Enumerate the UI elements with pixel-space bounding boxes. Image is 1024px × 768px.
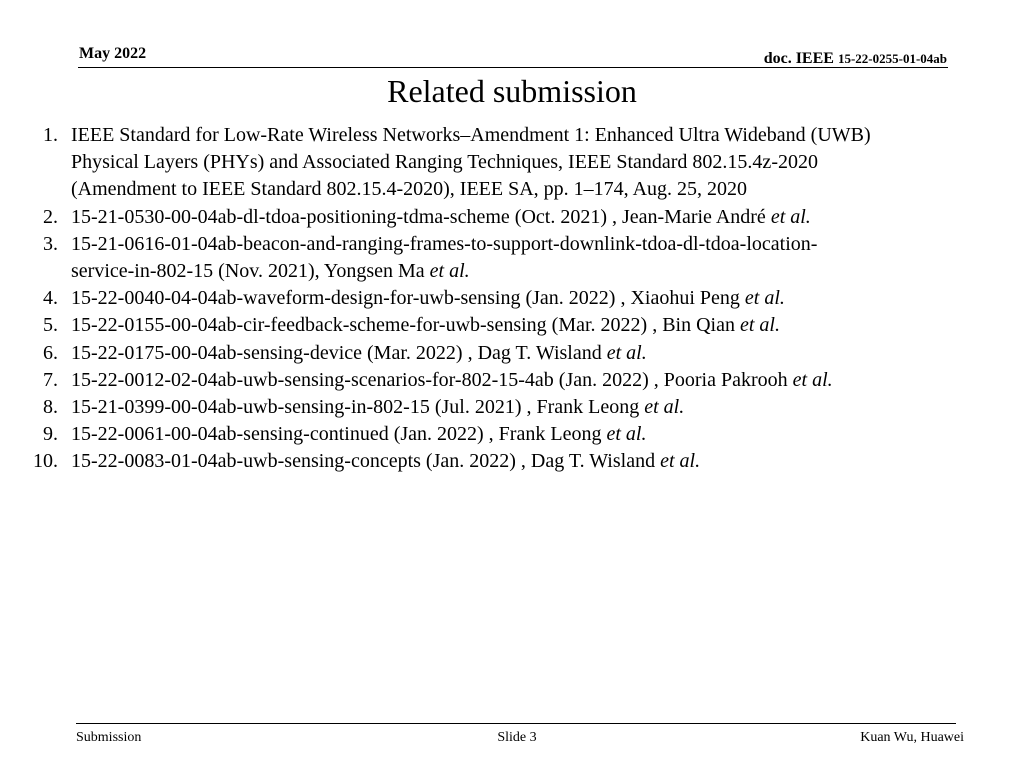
reference-number: 3. xyxy=(43,232,58,255)
reference-number: 1. xyxy=(43,124,58,146)
reference-et-al: et al. xyxy=(644,396,685,419)
footer-slide-number: Slide 3 xyxy=(497,730,537,745)
reference-number: 6. xyxy=(43,341,58,364)
header-doc-prefix: doc. IEEE xyxy=(763,50,838,67)
reference-text: 15-22-0061-00-04ab-sensing-continued (Jan. 2022) , Frank Leong xyxy=(71,423,607,446)
reference-et-al: et al. xyxy=(660,450,701,473)
footer-author: Kuan Wu, Huawei xyxy=(860,730,964,745)
reference-number: 7. xyxy=(43,368,58,391)
reference-list xyxy=(0,122,1024,476)
reference-item xyxy=(0,312,1024,339)
reference-number: 9. xyxy=(43,423,58,446)
reference-et-al: et al. xyxy=(792,368,833,391)
footer-submission: Submission xyxy=(76,730,142,745)
header-divider xyxy=(78,67,948,68)
reference-number: 8. xyxy=(43,396,58,419)
reference-item xyxy=(0,448,1024,475)
reference-item xyxy=(0,204,1024,231)
reference-et-al: et al. xyxy=(429,260,470,283)
footer-divider xyxy=(76,723,956,724)
reference-number: 4. xyxy=(43,287,58,310)
reference-text: 15-22-0040-04-04ab-waveform-design-for-uwb-sensing (Jan. 2022) , Xiaohui Peng xyxy=(71,287,745,310)
reference-item xyxy=(0,122,1024,204)
reference-item xyxy=(0,394,1024,421)
reference-number: 10. xyxy=(33,450,58,473)
reference-text: 15-22-0175-00-04ab-sensing-device (Mar. 2022) , Dag T. Wisland xyxy=(71,341,607,364)
reference-et-al: et al. xyxy=(744,287,785,310)
reference-item xyxy=(0,367,1024,394)
reference-number: 2. xyxy=(43,205,58,228)
reference-text: 15-22-0012-02-04ab-uwb-sensing-scenarios-for-802-15-4ab (Jan. 2022) , Pooria Pakrooh xyxy=(71,368,793,391)
reference-text: 15-21-0399-00-04ab-uwb-sensing-in-802-15 (Jul. 2021) , Frank Leong xyxy=(71,396,645,419)
reference-item xyxy=(0,421,1024,448)
slide-title: Related submission xyxy=(387,73,637,109)
header-doc-number: 15-22-0255-01-04ab xyxy=(837,51,947,66)
reference-item xyxy=(0,285,1024,312)
reference-et-al: et al. xyxy=(739,314,780,337)
header-date: May 2022 xyxy=(79,45,147,62)
reference-et-al: et al. xyxy=(606,341,647,364)
reference-text: 15-22-0083-01-04ab-uwb-sensing-concepts (Jan. 2022) , Dag T. Wisland xyxy=(71,450,661,473)
reference-item xyxy=(0,231,1024,285)
reference-number: 5. xyxy=(43,314,58,337)
reference-text: 15-22-0155-00-04ab-cir-feedback-scheme-for-uwb-sensing (Mar. 2022) , Bin Qian xyxy=(71,314,740,337)
reference-text: IEEE Standard for Low-Rate Wireless Networks–Amendment 1: Enhanced Ultra Wideband (UWB) Physical Layers (PHYs) and Associated Ranging Techniques, IEEE Standard 802.15.4z-2020 (Amendment to IEEE Standard 802.15.4-2020), IEEE SA, pp. 1–174, Aug. 25, 2020 xyxy=(71,124,871,201)
header-doc-id xyxy=(764,49,947,69)
reference-text: 15-21-0530-00-04ab-dl-tdoa-positioning-tdma-scheme (Oct. 2021) , Jean-Marie André xyxy=(71,205,771,228)
reference-et-al: et al. xyxy=(606,423,647,446)
reference-et-al: et al. xyxy=(770,205,811,228)
reference-text: 15-21-0616-01-04ab-beacon-and-ranging-frames-to-support-downlink-tdoa-dl-tdoa-location- service-in-802-15 (Nov. 2021), Yongsen Ma xyxy=(71,232,818,283)
reference-item xyxy=(0,340,1024,367)
